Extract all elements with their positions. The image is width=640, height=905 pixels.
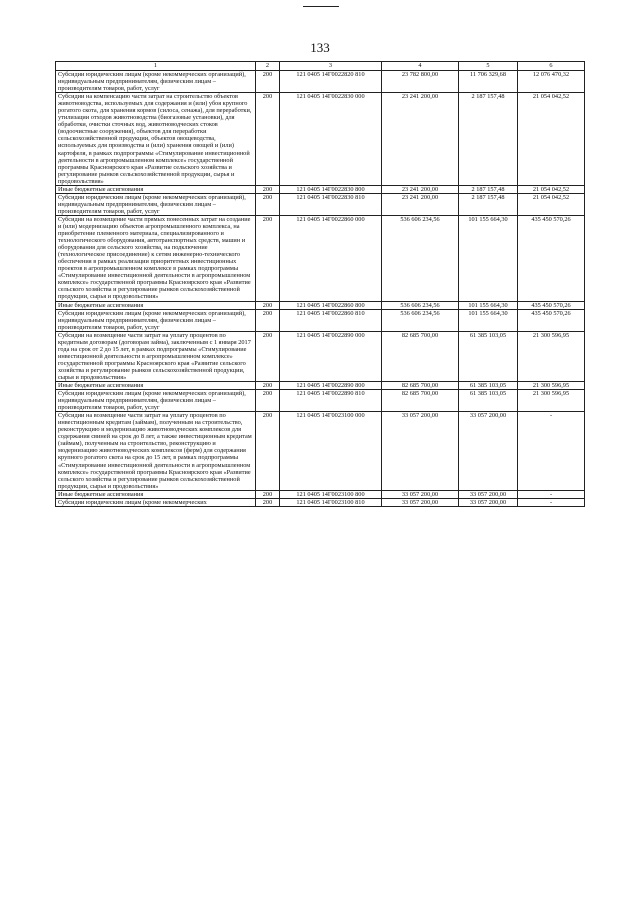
cell-value-5: 2 187 157,48 <box>459 93 518 186</box>
column-header: 6 <box>518 62 585 71</box>
cell-value-4: 23 241 200,00 <box>382 185 459 193</box>
cell-name: Иные бюджетные ассигнования <box>56 185 256 193</box>
cell-value-4: 536 606 234,56 <box>382 309 459 331</box>
cell-value-5: 33 057 200,00 <box>459 412 518 491</box>
cell-code: 200 <box>256 498 280 506</box>
table-row <box>56 215 585 301</box>
cell-name: Субсидии на компенсацию части затрат на строительство объектов животноводства, используемых для содержания и (или) убоя крупного рогатого скота, для хранения кормов (силоса, сенажа), для переработки, утилизации отходов животноводства (биогазовые установки), для обработки, очистки сточных вод, животноводческих стоков (водоочистные сооружения), объектов для переработки сельскохозяйственной продукции, объектов овощеводства, используемых для производства и (или) хранения овощей и (или) картофеля, в рамках подпрограммы «Стимулирование инвестиционной деятельности в агропромышленном комплексе» государственной программы Красноярского края «Развитие сельского хозяйства и регулирование рынков сельскохозяйственной продукции, сырья и продовольствия» <box>56 93 256 186</box>
cell-name: Субсидии на возмещение части прямых понесенных затрат на создание и (или) модернизацию объектов агропромышленного комплекса, на приобретение племенного материала, специализированного и технологического оборудования, автотранспортных средств, машин и оборудования для сельского хозяйства, на подключение (технологическое присоединение) к сетям инженерно-технического обеспечения в рамках реализации приоритетных инвестиционных проектов в агропромышленном комплексе в рамках подпрограммы «Стимулирование инвестиционной деятельности в агропромышленном комплексе» государственной программы Красноярского края «Развитие сельского хозяйства и регулирование рынков сельскохозяйственной продукции, сырья и продовольствия» <box>56 215 256 301</box>
cell-value-6: 21 300 596,95 <box>518 331 585 381</box>
cell-value-4: 82 685 700,00 <box>382 331 459 381</box>
column-header: 1 <box>56 62 256 71</box>
cell-code: 200 <box>256 93 280 186</box>
cell-name: Субсидии на возмещение части затрат на уплату процентов по инвестиционным кредитам (займам), полученным на строительство, реконструкцию и модернизацию животноводческих комплексов для содержания свиней на срок до 8 лет, а также инвестиционным кредитам (займам), полученным на строительство, реконструкцию и модернизацию животноводческих комплексов (ферм) для содержания крупного рогатого скота на срок до 15 лет, в рамках подпрограммы «Стимулирование инвестиционной деятельности в агропромышленном комплексе» государственной программы Красноярского края «Развитие сельского хозяйства и регулирование рынков сельскохозяйственной продукции, сырья и продовольствия» <box>56 412 256 491</box>
cell-value-6: 12 076 470,32 <box>518 71 585 93</box>
cell-kbk: 121 0405 14Г0022890 810 <box>280 390 382 412</box>
cell-value-5: 2 187 157,48 <box>459 185 518 193</box>
cell-name: Иные бюджетные ассигнования <box>56 301 256 309</box>
table-row <box>56 309 585 331</box>
cell-value-4: 23 241 200,00 <box>382 193 459 215</box>
cell-value-5: 33 057 200,00 <box>459 498 518 506</box>
cell-code: 200 <box>256 193 280 215</box>
cell-kbk: 121 0405 14Г0023100 800 <box>280 490 382 498</box>
cell-code: 200 <box>256 331 280 381</box>
column-header: 4 <box>382 62 459 71</box>
table-row <box>56 382 585 390</box>
cell-value-6: 21 054 042,52 <box>518 185 585 193</box>
cell-name: Субсидии юридическим лицам (кроме некоммерческих <box>56 498 256 506</box>
cell-value-6: 21 054 042,52 <box>518 93 585 186</box>
cell-code: 200 <box>256 382 280 390</box>
cell-value-5: 61 385 103,05 <box>459 331 518 381</box>
cell-value-5: 11 706 329,68 <box>459 71 518 93</box>
table-row <box>56 498 585 506</box>
cell-value-4: 33 057 200,00 <box>382 490 459 498</box>
cell-code: 200 <box>256 301 280 309</box>
cell-kbk: 121 0405 14Г0022890 000 <box>280 331 382 381</box>
cell-value-6: 435 450 570,26 <box>518 309 585 331</box>
cell-kbk: 121 0405 14Г0022860 800 <box>280 301 382 309</box>
column-header: 3 <box>280 62 382 71</box>
cell-kbk: 121 0405 14Г0022860 000 <box>280 215 382 301</box>
table-row <box>56 193 585 215</box>
cell-value-6: 435 450 570,26 <box>518 301 585 309</box>
cell-value-6: - <box>518 490 585 498</box>
cell-value-5: 2 187 157,48 <box>459 193 518 215</box>
cell-kbk: 121 0405 14Г0022830 810 <box>280 193 382 215</box>
budget-table <box>55 61 585 507</box>
cell-value-6: - <box>518 498 585 506</box>
cell-kbk: 121 0405 14Г0023100 810 <box>280 498 382 506</box>
cell-value-6: 21 300 596,95 <box>518 382 585 390</box>
table-row <box>56 93 585 186</box>
cell-name: Субсидии юридическим лицам (кроме некоммерческих организаций), индивидуальным предпринимателям, физическим лицам – производителям товаров, работ, услуг <box>56 390 256 412</box>
cell-name: Субсидии юридическим лицам (кроме некоммерческих организаций), индивидуальным предпринимателям, физическим лицам – производителям товаров, работ, услуг <box>56 71 256 93</box>
cell-value-4: 82 685 700,00 <box>382 390 459 412</box>
cell-value-5: 101 155 664,30 <box>459 215 518 301</box>
table-row <box>56 390 585 412</box>
table-row <box>56 71 585 93</box>
cell-value-6: - <box>518 412 585 491</box>
cell-value-5: 61 385 103,05 <box>459 382 518 390</box>
cell-code: 200 <box>256 185 280 193</box>
cell-code: 200 <box>256 412 280 491</box>
cell-code: 200 <box>256 309 280 331</box>
cell-code: 200 <box>256 71 280 93</box>
table-row <box>56 301 585 309</box>
cell-value-5: 101 155 664,30 <box>459 301 518 309</box>
cell-value-4: 536 606 234,56 <box>382 301 459 309</box>
header-row <box>56 62 585 71</box>
cell-value-4: 536 606 234,56 <box>382 215 459 301</box>
table-row <box>56 185 585 193</box>
cell-kbk: 121 0405 14Г0023100 000 <box>280 412 382 491</box>
cell-value-4: 33 057 200,00 <box>382 498 459 506</box>
cell-code: 200 <box>256 490 280 498</box>
cell-value-4: 23 241 200,00 <box>382 93 459 186</box>
cell-code: 200 <box>256 390 280 412</box>
cell-kbk: 121 0405 14Г0022860 810 <box>280 309 382 331</box>
cell-value-5: 101 155 664,30 <box>459 309 518 331</box>
cell-value-4: 33 057 200,00 <box>382 412 459 491</box>
cell-value-6: 21 300 596,95 <box>518 390 585 412</box>
cell-value-4: 82 685 700,00 <box>382 382 459 390</box>
cell-kbk: 121 0405 14Г0022820 810 <box>280 71 382 93</box>
cell-kbk: 121 0405 14Г0022890 800 <box>280 382 382 390</box>
cell-kbk: 121 0405 14Г0022830 000 <box>280 93 382 186</box>
table-row <box>56 490 585 498</box>
cell-code: 200 <box>256 215 280 301</box>
top-rule <box>303 6 339 7</box>
cell-name: Субсидии на возмещение части затрат на уплату процентов по кредитным договорам (договорам займа), заключенным с 1 января 2017 года на срок от 2 до 15 лет, в рамках подпрограммы «Стимулирование инвестиционной деятельности в агропромышленном комплексе» государственной программы Красноярского края «Развитие сельского хозяйства и регулирование рынков сельскохозяйственной продукции, сырья и продовольствия» <box>56 331 256 381</box>
cell-name: Иные бюджетные ассигнования <box>56 382 256 390</box>
column-header: 2 <box>256 62 280 71</box>
table-row <box>56 331 585 381</box>
table-row <box>56 412 585 491</box>
page-number: 133 <box>310 40 330 55</box>
cell-name: Иные бюджетные ассигнования <box>56 490 256 498</box>
cell-value-6: 435 450 570,26 <box>518 215 585 301</box>
cell-value-5: 33 057 200,00 <box>459 490 518 498</box>
cell-name: Субсидии юридическим лицам (кроме некоммерческих организаций), индивидуальным предпринимателям, физическим лицам – производителям товаров, работ, услуг <box>56 309 256 331</box>
cell-name: Субсидии юридическим лицам (кроме некоммерческих организаций), индивидуальным предпринимателям, физическим лицам – производителям товаров, работ, услуг <box>56 193 256 215</box>
cell-kbk: 121 0405 14Г0022830 800 <box>280 185 382 193</box>
cell-value-6: 21 054 042,52 <box>518 193 585 215</box>
cell-value-5: 61 385 103,05 <box>459 390 518 412</box>
cell-value-4: 23 782 800,00 <box>382 71 459 93</box>
column-header: 5 <box>459 62 518 71</box>
